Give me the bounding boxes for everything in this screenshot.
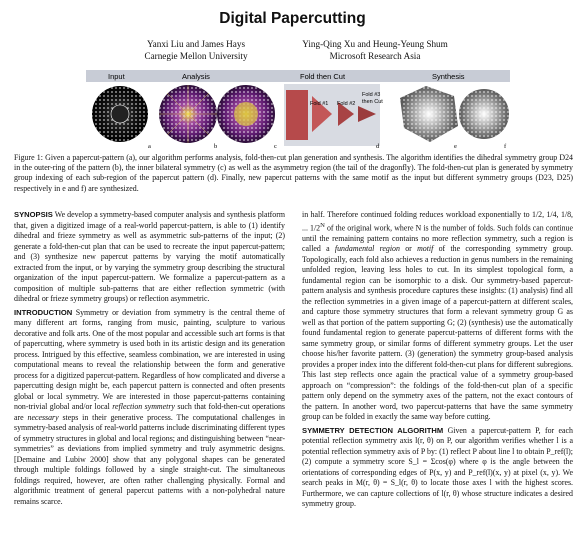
intro-text-3: steps in their generative process. The computational challenges in symmetry-based analysis of real-world patterns include discriminating different types of symmetry structures in global and local regions; and distinguishing between “near-symmetries” as deviations from implied symmetry and truly asymmetric designs. [Demaine and Lubiw 2000] show that any polygonal shapes can be generated through multiple foldings followed by a single straight-cut. The simultaneous foldings required, however, are often rather challenging physically. Formal and algorithmic treatment of general papercut patterns with a non-polyhedral nature remains scarce. bbox=[14, 412, 285, 506]
section-heading-synopsis: SYNOPSIS bbox=[14, 210, 53, 219]
para-text-a: in half. Therefore continued folding reduces workload exponentially to 1/2, 1/4, 1/8, ... 1/2 bbox=[302, 210, 573, 233]
fold-label-3: Fold #3 bbox=[362, 92, 381, 98]
synopsis-paragraph bbox=[14, 210, 285, 305]
author-affiliation: Microsoft Research Asia bbox=[329, 50, 421, 61]
left-column bbox=[14, 210, 285, 510]
symmetry-detection-paragraph bbox=[302, 426, 573, 510]
intro-text-2: such that fold-then-cut operations are bbox=[14, 402, 286, 422]
author-names: Ying-Qing Xu and Heung-Yeung Shum bbox=[302, 39, 448, 49]
para-emphasis-fundamental-region: fundamental region bbox=[334, 244, 400, 254]
author-block-left bbox=[112, 39, 280, 62]
continued-paragraph bbox=[302, 210, 573, 423]
panel-title-input: Input bbox=[108, 72, 125, 81]
panel-title-analysis: Analysis bbox=[182, 72, 210, 81]
intro-emphasis-1: reflection symmetry bbox=[112, 402, 175, 411]
analysis-image-b bbox=[159, 85, 217, 143]
para-text-d: of the corresponding symmetry group. Topologically, each fold also achieves a reduction in genus numbers in the remaining unfolded region, leaving less holes to cut. In its simplest topological form, a fundamental region can be isomorphic to a disk. Our symmetry-based papercut-pattern analysis and synthesis procedure captures these insights: (1) analysis) find all the reflection symmetries in a given image of a papercut-pattern at different scales, and capture those symmetry structures that form a relevant symmetry group G as well as that portion of the pattern supporting G; (2) (synthesis) use the automatically found fundamental region to generate papercut-patterns of different forms with the same symmetry group, or similar forms of different symmetry groups. Let the user choose his/her favorite pattern. (3) (generation) the symmetry group-based analysis provides a proper index into the different fold-then-cut plans for different subregions. This last step reflects once again the practical value of a symmetry group-based approach on “compression”: the foldings of the fold-then-cut plan of a specific pattern only depend on the symmetry axes of the pattern, not the exact contours of the pattern. In another word, two papercut-patterns that have the same symmetry group can be folded in exactly the same way before cutting. bbox=[302, 244, 574, 422]
panel-title-synthesis: Synthesis bbox=[432, 72, 465, 81]
panel-letter-b: b bbox=[214, 143, 218, 150]
panel-letter-c: c bbox=[274, 143, 277, 150]
author-affiliation: Carnegie Mellon University bbox=[144, 50, 248, 61]
introduction-paragraph bbox=[14, 308, 285, 508]
author-block-right bbox=[280, 39, 470, 62]
fold-label-2: Fold #2 bbox=[337, 101, 356, 107]
para-superscript: N bbox=[320, 221, 325, 229]
panel-letter-e: e bbox=[454, 143, 457, 150]
panel-letter-a: a bbox=[148, 143, 151, 150]
symmetry-detection-text: Given a papercut-pattern P, for each potential reflection symmetry axis l(r, θ) on P, our algorithm verifies whether l is a potential reflection symmetry axis of P by: (1) reflect P about line l to obtain P_ref(l); (2) compute a symmetry score S_l = Σcos(φ) where φ is the angle between the orientations of corresponding edges of P(x, y) and P_ref(l)(x, y) at pixel (x, y). We search peaks in M(r, θ) = S_l(r, θ) to locate those axes l with the highest scores. Furthermore, we can capture collections of l(r, θ) whose structure indicates a desired symmetry group. bbox=[302, 425, 573, 509]
paper-title: Digital Papercutting bbox=[219, 10, 366, 27]
intro-emphasis-2: necessary bbox=[27, 412, 59, 422]
fold-label-4: then Cut bbox=[362, 99, 383, 105]
intro-text-1: Symmetry or deviation from symmetry is the central theme of many different art forms, ranging from music, painting, sculpture to various decorative and folk arts. One of the most popular and accessible such art forms is that of papercutting, where symmetry is used both in its artistic design and its generation process. Intrigued by this effective, seamless combination, we are interested in using computational means to reveal the relationship between the form and generative process for a digitized papercut-pattern. Regardless of how complicated and diverse a papercutting design might be, each papercut pattern is connected and often presents global or local symmetry. We are interested in those papercut-patterns containing non-trivial global and/or local bbox=[14, 307, 285, 411]
synopsis-text: We develop a symmetry-based computer analysis and synthesis platform that, given a digitized image of a real-world papercut-pattern, is able to (1) identify dihedral and frieze symmetry as well as asymmetric sub-patterns of the input; (2) generate a fold-then-cut plan that can be used to recreate the input papercut-pattern; and (3) synthesize new papercut patterns by varying the motif automatically extracted from the input, or by varying the symmetry group describing the structural organization of the input papercut-pattern. We formalize a papercut-pattern as a composition of multiple sub-patterns that are either reflection symmetric (with dihedral or frieze symmetry groups) or reflection asymmetric. bbox=[14, 210, 285, 303]
teaser-figure bbox=[86, 70, 510, 150]
fold-label-1: Fold #1 bbox=[310, 101, 329, 107]
teaser-figure-graphic bbox=[86, 70, 510, 150]
para-text-b: of the original work, where N is the number of folds. Such folds can continue until the remaining pattern contains no more reflection symmetry, such a region is called a bbox=[302, 223, 573, 254]
para-emphasis-motif: motif bbox=[417, 244, 434, 254]
papercut-input-image bbox=[92, 86, 148, 142]
figure-caption: Figure 1: Given a papercut-pattern (a), our algorithm performs analysis, fold-then-cut plan generation and synthesis. The algorithm identifies the dihedral symmetry group D24 in the outer-ring of the pattern (b), the inner bilateral symmetry (c) as well as the asymmetry region (the tail of the dragonfly). The fold-then-cut plan is generated by symmetry group indexing of each sub-region of the papercut pattern (d). Finally, new papercut patterns with the same motif as the input but different symmetry groups (D23, D25) respectively in e and f) are synthesized. bbox=[14, 153, 573, 193]
panel-letter-d: d bbox=[376, 143, 380, 150]
section-heading-introduction: INTRODUCTION bbox=[14, 307, 73, 317]
panel-letter-f: f bbox=[504, 143, 507, 150]
synthesis-image-e bbox=[400, 86, 458, 142]
panel-title-fold: Fold then Cut bbox=[300, 72, 346, 81]
para-text-c: or bbox=[399, 244, 418, 254]
synthesis-image-f bbox=[459, 89, 509, 139]
author-names: Yanxi Liu and James Hays bbox=[146, 39, 246, 49]
right-column bbox=[302, 210, 573, 513]
section-heading-symmetry-detection: SYMMETRY DETECTION ALGORITHM bbox=[302, 425, 444, 435]
analysis-image-c bbox=[217, 85, 275, 143]
